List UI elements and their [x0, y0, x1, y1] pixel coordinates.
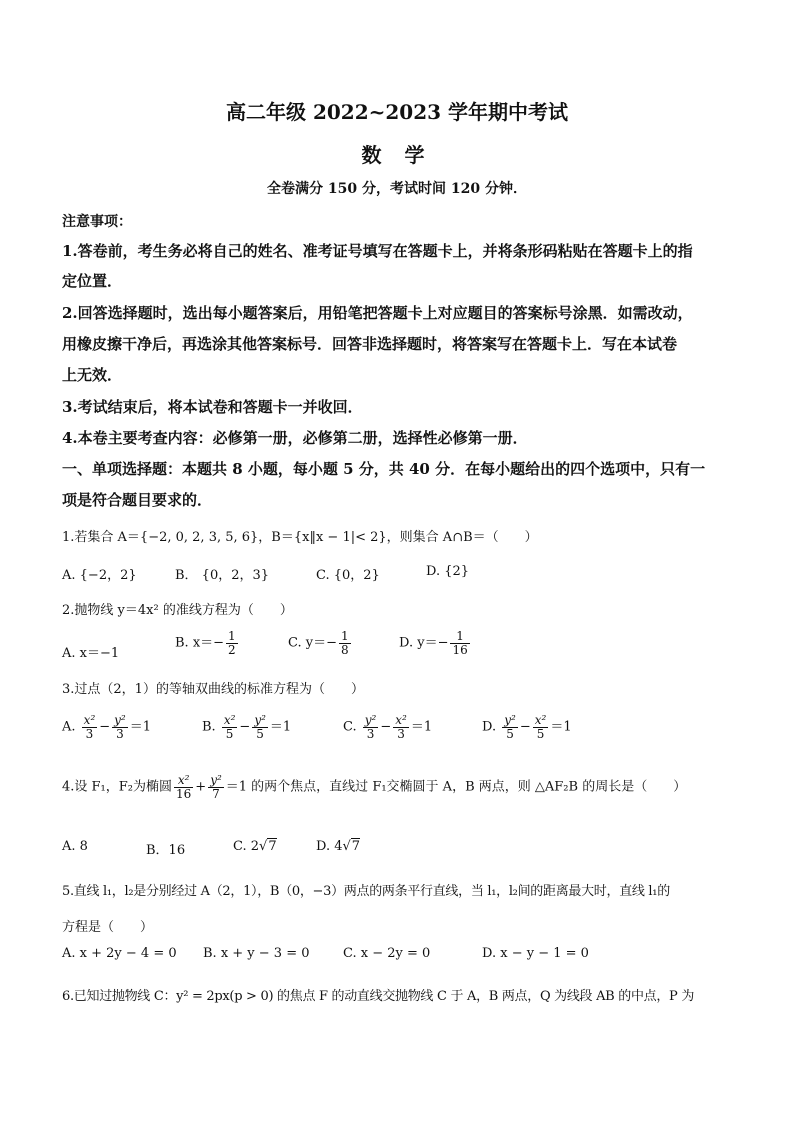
- minus-sign: −: [99, 719, 111, 735]
- fraction: $\frac{\text{x²}}{5}$: [223, 713, 236, 741]
- option-label: B.: [202, 719, 216, 735]
- equals-one: ＝1: [269, 719, 292, 735]
- option-label: D. 4: [316, 839, 343, 854]
- notes-heading: 注意事项：: [62, 214, 132, 230]
- note-2-line-3: 上无效．: [62, 366, 123, 384]
- section-1-line-1: 一、单项选择题：本题共 8 小题，每小题 5 分，共 40 分．在每小题给出的四个选项中，只有一: [62, 460, 706, 478]
- fraction: $\frac{1}{8}$: [341, 629, 349, 657]
- question-5-line-1: 5.直线 l₁，l₂是分别经过 A（2，1），B（0，−3）两点的两条平行直线，当 l₁，l₂间的距离最大时，直线 l₁的: [62, 884, 670, 899]
- question-1-option-b: B． {0，2，3}: [175, 568, 270, 583]
- question-2-option-a: A. x＝−1: [62, 646, 120, 661]
- sqrt-icon: √: [342, 839, 351, 854]
- question-4-stem: [62, 774, 686, 800]
- minus-sign: −: [239, 719, 251, 735]
- fraction: $\frac{\text{x²}}{3}$: [395, 713, 407, 741]
- question-5-option-a: A. x + 2y − 4 = 0: [62, 946, 177, 961]
- option-label: A.: [62, 719, 76, 735]
- note-2-line-2: 用橡皮擦干净后，再选涂其他答案标号．回答非选择题时，将答案写在答题卡上．写在本试卷: [62, 335, 678, 353]
- question-4-stem-post: ＝1 的两个焦点，直线过 F₁交椭圆于 A，B 两点，则 △AF₂B 的周长是（ ）: [225, 779, 687, 795]
- question-5-line-2: 方程是（ ）: [62, 920, 154, 935]
- question-3-option-d: [482, 714, 572, 740]
- option-label: D.: [482, 719, 497, 735]
- equals-one: ＝1: [550, 719, 572, 735]
- equals-one: ＝1: [129, 719, 152, 735]
- plus-sign: +: [195, 779, 207, 795]
- question-4-option-d: [316, 839, 360, 854]
- question-1-option-d: D. {2}: [426, 564, 470, 579]
- question-1-option-a: A. {−2，2}: [62, 568, 137, 583]
- fraction: $\frac{1}{2}$: [228, 629, 236, 657]
- question-1-stem: 1.若集合 A＝{−2, 0, 2, 3, 5, 6}，B＝{x‖x − 1|< 2}，则集合 A∩B＝（ ）: [62, 530, 538, 545]
- minus-sign: −: [380, 719, 392, 735]
- question-4-stem-pre: 4.设 F₁，F₂为椭圆: [62, 779, 172, 795]
- fraction: $\frac{\text{x²}}{5}$: [534, 713, 547, 741]
- question-2-option-b: [175, 630, 240, 656]
- note-1-line-2: 定位置．: [62, 272, 123, 290]
- sqrt-icon: √: [259, 839, 268, 854]
- note-2-line-1: 2.回答选择题时，选出每小题答案后，用铅笔把答题卡上对应题目的答案标号涂黑．如需改动，: [62, 304, 693, 322]
- fraction: $\frac{1}{16}$: [452, 629, 468, 657]
- question-3-option-a: [62, 714, 151, 740]
- question-5-option-b: B. x + y − 3 = 0: [203, 946, 310, 961]
- note-4: 4.本卷主要考查内容：必修第一册，必修第二册，选择性必修第一册．: [62, 429, 528, 447]
- equals-one: ＝1: [410, 719, 433, 735]
- exam-subject: 数 学: [361, 143, 433, 167]
- radicand: 7: [351, 839, 361, 854]
- minus-sign: −: [519, 719, 531, 735]
- question-2-option-d-label: D. y＝−: [399, 635, 449, 651]
- question-2-option-b-label: B. x＝−: [175, 635, 225, 651]
- question-4-option-c: [233, 839, 277, 854]
- question-6-line-1: 6.已知过抛物线 C：y² = 2px(p > 0) 的焦点 F 的动直线交抛物线 C 于 A，B 两点，Q 为线段 AB 的中点，P 为: [62, 989, 695, 1004]
- fraction: $\frac{\text{y²}}{3}$: [364, 713, 377, 741]
- fraction: $\frac{\text{y²}}{5}$: [254, 713, 266, 741]
- question-1-option-c: C. {0，2}: [316, 568, 380, 583]
- question-3-stem: 3.过点（2，1）的等轴双曲线的标准方程为（ ）: [62, 682, 364, 697]
- question-3-option-b: [202, 714, 291, 740]
- question-2-option-d: [399, 630, 472, 656]
- fraction: $\frac{\text{y²}}{7}$: [210, 773, 222, 801]
- question-2-stem: 2.抛物线 y＝4x² 的准线方程为（ ）: [62, 603, 293, 618]
- question-4-option-b: B．16: [146, 843, 186, 858]
- exam-info: 全卷满分 150 分，考试时间 120 分钟．: [267, 181, 527, 197]
- fraction: $\frac{\text{y²}}{5}$: [504, 713, 516, 741]
- option-label: C.: [343, 719, 357, 735]
- option-label: C. 2: [233, 839, 260, 854]
- fraction: $\frac{\text{x²}}{3}$: [83, 713, 96, 741]
- exam-title: 高二年级 2022~2023 学年期中考试: [225, 100, 568, 124]
- radicand: 7: [268, 839, 277, 854]
- note-1-line-1: 1.答卷前，考生务必将自己的姓名、准考证号填写在答题卡上，并将条形码粘贴在答题卡上的指: [62, 242, 693, 260]
- section-1-line-2: 项是符合题目要求的．: [62, 491, 213, 509]
- question-5-option-d: D. x − y − 1 = 0: [482, 946, 589, 961]
- question-3-option-c: [343, 714, 432, 740]
- note-3: 3.考试结束后，将本试卷和答题卡一并收回．: [62, 398, 363, 416]
- fraction: $\frac{\text{x²}}{16}$: [176, 773, 192, 801]
- question-4-option-a: A. 8: [62, 839, 88, 854]
- question-5-option-c: C. x − 2y = 0: [343, 946, 431, 961]
- fraction: $\frac{\text{y²}}{3}$: [114, 713, 126, 741]
- question-2-option-c-label: C. y＝−: [288, 635, 337, 651]
- question-2-option-c: [288, 630, 353, 656]
